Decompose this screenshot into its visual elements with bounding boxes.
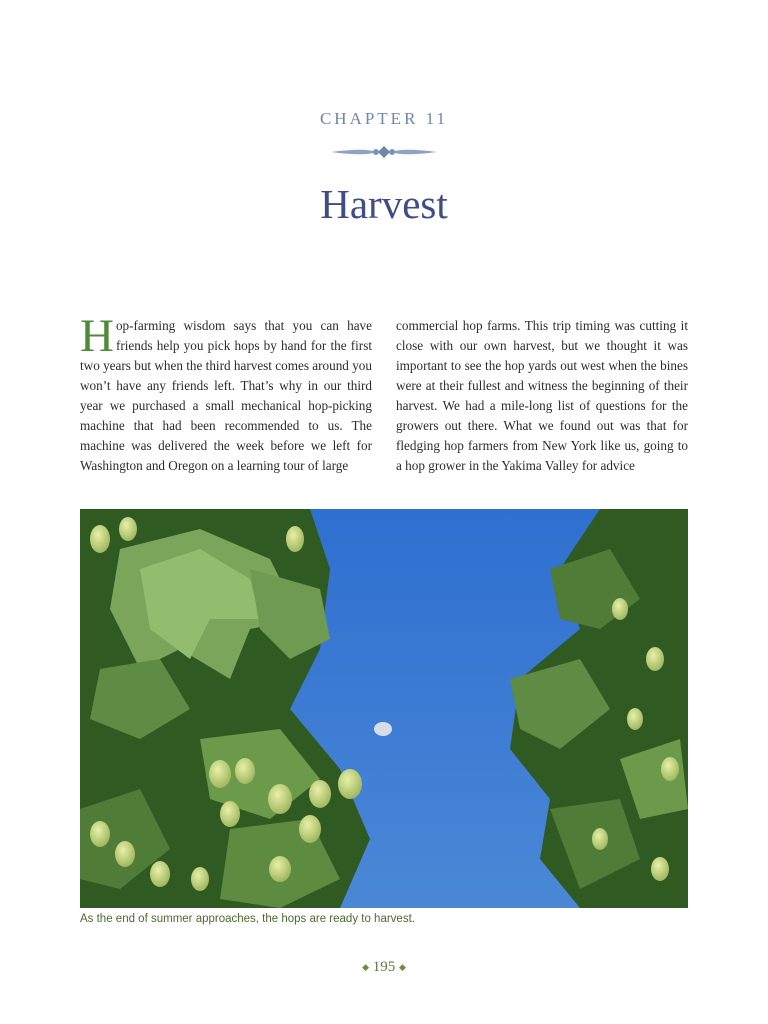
left-ornament-icon: ◆ xyxy=(362,962,369,973)
drop-cap: H xyxy=(80,310,114,362)
page-number xyxy=(0,959,768,976)
body-column-left xyxy=(80,310,372,476)
body-text-right: commercial hop farms. This trip timing was cutting it close with our own harvest, but we thought it was important to see the hop yards out west when the bines were at their fullest and witness the beginning of their harvest. We had a mile-long list of questions for the growers out there. What we found out was that for fledging hop farmers from New York like us, going to a hop grower in the Yakima Valley for advice xyxy=(396,318,688,473)
hops-photo xyxy=(80,509,688,908)
ornament-divider xyxy=(329,144,439,160)
figure-caption: As the end of summer approaches, the hops are ready to harvest. xyxy=(80,913,415,925)
body-text-left: op-farming wisdom says that you can have friends help you pick hops by hand for the first two years but when the third harvest comes around you won’t have any friends left. That’s why in our third year we purchased a small mechanical hop-picking machine that had been recommended to us. The machine was delivered the week before we left for Washington and Oregon on a learning tour of large xyxy=(80,318,372,473)
page-number-value: 195 xyxy=(372,959,396,975)
chapter-label: CHAPTER 11 xyxy=(319,109,449,128)
right-ornament-icon: ◆ xyxy=(399,962,406,973)
body-column-right xyxy=(396,316,688,476)
hops-photo-illustration xyxy=(80,509,688,908)
chapter-title: Harvest xyxy=(320,181,448,227)
